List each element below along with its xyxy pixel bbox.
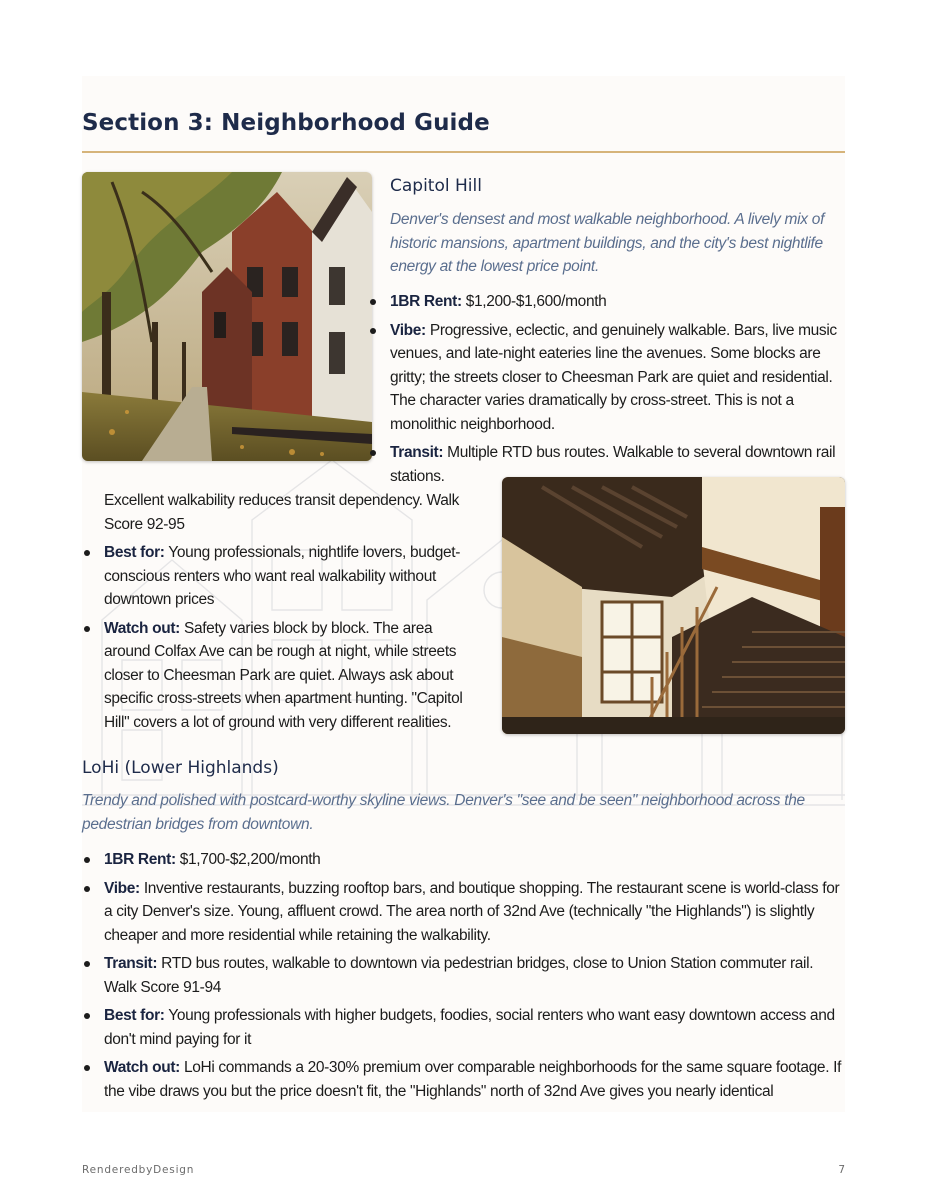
list-item (82, 1004, 844, 1051)
best-for-label: Best for: (104, 544, 165, 561)
lohi-tagline: Trendy and polished with postcard-worthy skyline views. Denver's "see and be seen" neighborhood across the pedestrian bridges from downtown. (82, 792, 805, 833)
list-item (82, 1056, 844, 1103)
transit-label: Transit: (104, 955, 158, 972)
list-item (368, 441, 838, 488)
capitol-hill-street-photo (82, 172, 372, 461)
footer-brand: RenderedbyDesign (82, 1164, 195, 1176)
watch-out-value: LoHi commands a 20-30% premium over comparable neighborhoods for the same square footage. If the vibe draws you but the price doesn't fit, the "Highlands" north of 32nd Ave gives you nearly identical (104, 1059, 842, 1100)
capitol-hill-heading: Capitol Hill (390, 176, 482, 196)
vibe-value: Progressive, eclectic, and genuinely walkable. Bars, live music venues, and late-night eateries line the avenues. Some blocks are gritty; the streets closer to Cheesman Park are quiet and residential. The character varies dramatically by cross-street. This is not a monolithic neighborhood. (390, 321, 837, 433)
section-title: Section 3: Neighborhood Guide (82, 110, 490, 136)
rent-label: 1BR Rent: (390, 293, 462, 310)
historic-stairwell-photo (502, 477, 845, 734)
list-item (82, 952, 844, 999)
capitol-hill-facts-list-continued (82, 541, 482, 739)
list-item (82, 877, 844, 948)
watch-out-value: Safety varies block by block. The area around Colfax Ave can be rough at night, while streets closer to Cheesman Park are quiet. Always ask about specific cross-streets when apartment hunting. "Capitol Hill" covers a lot of ground with very different realities. (104, 619, 463, 731)
best-for-value: Young professionals with higher budgets, foodies, social renters who want easy downtown access and don't mind paying for it (104, 1007, 835, 1048)
page-number: 7 (838, 1164, 845, 1176)
transit-label: Transit: (390, 444, 444, 461)
capitol-hill-facts-list (368, 290, 838, 493)
vibe-label: Vibe: (104, 879, 140, 897)
vibe-label: Vibe: (390, 321, 426, 339)
rent-value: $1,200-$1,600/month (461, 293, 607, 310)
transit-value: Multiple RTD bus routes. Walkable to several downtown rail stations. (390, 444, 836, 485)
transit-value: RTD bus routes, walkable to downtown via pedestrian bridges, close to Union Station commuter rail. Walk Score 91-94 (104, 955, 814, 996)
list-item (82, 617, 482, 735)
vibe-value: Inventive restaurants, buzzing rooftop bars, and boutique shopping. The restaurant scene is world-class for a city Denver's size. Young, affluent crowd. The area north of 32nd Ave (technically "the Highlands") is slightly cheaper and more residential while retaining the walkability. (104, 879, 840, 944)
lohi-heading: LoHi (Lower Highlands) (82, 758, 279, 778)
watch-out-label: Watch out: (104, 1059, 180, 1076)
best-for-label: Best for: (104, 1007, 165, 1024)
list-item (82, 541, 482, 612)
rent-value: $1,700-$2,200/month (175, 851, 321, 868)
watch-out-label: Watch out: (104, 619, 180, 637)
list-item (368, 319, 838, 437)
capitol-hill-transit-continued: Excellent walkability reduces transit dependency. Walk Score 92-95 (104, 492, 460, 533)
list-item (82, 848, 844, 872)
best-for-value: Young professionals, nightlife lovers, budget-conscious renters who want real walkability without downtown prices (104, 544, 461, 608)
capitol-hill-tagline: Denver's densest and most walkable neighborhood. A lively mix of historic mansions, apartment buildings, and the city's best nightlife energy at the lowest price point. (390, 211, 825, 275)
lohi-facts-list (82, 848, 844, 1108)
rent-label: 1BR Rent: (104, 851, 176, 868)
list-item (368, 290, 838, 314)
title-divider (82, 151, 845, 153)
